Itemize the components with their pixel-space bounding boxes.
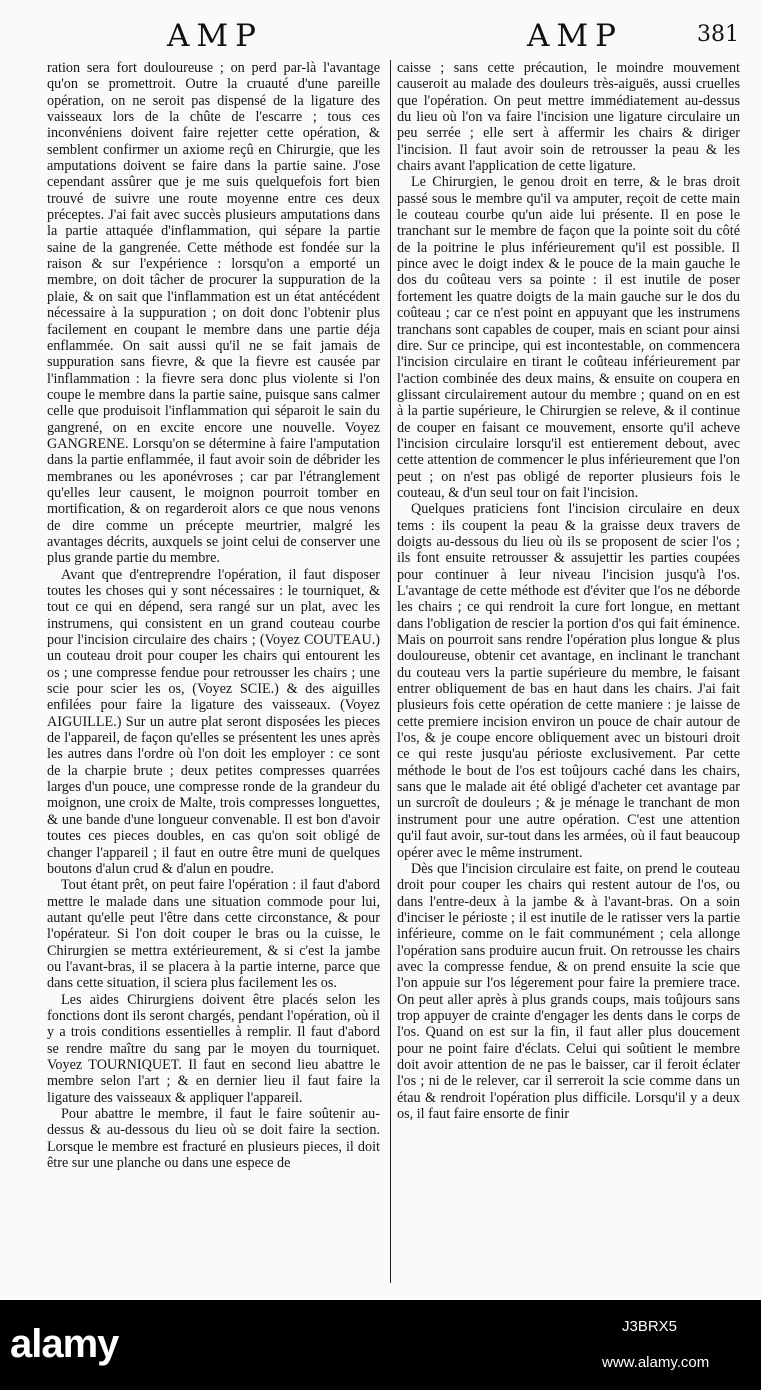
paragraph: Les aides Chirurgiens doivent être placés selon les fonctions dont ils seront chargés, pendant l'opération, où il y a trois conditions essentielles à remplir. Il faut d'abord se rendre maître du sang par le moyen du tourniquet. Voyez TOURNIQUET. Il faut en second lieu abattre le membre selon l'art ; & en dernier lieu il faut faire la ligature des vaisseaux & appliquer l'appareil. [47, 991, 380, 1106]
left-column [47, 60, 380, 1285]
paragraph: ration sera fort douloureuse ; on perd par-là l'avantage qu'on se promettroit. Outre la cruauté d'une pareille opération, on ne seroit pas dispensé de la ligature des vaisseaux lors de la chûte de l'escarre ; tous ces inconvéniens doivent faire rejetter cette opération, & semblent confirmer un axiome reçû en Chirurgie, que les amputations doivent se faire dans la partie saine. J'ose cependant assûrer que je me suis quelquefois fort bien trouvé de suivre une route moyenne entre ces deux préceptes. J'ai fait avec succès plusieurs amputations dans la partie attaquée d'inflammation, qui sépare la partie saine de la gangrenée. Cette méthode est fondée sur la raison & sur l'expérience : lorsqu'on a emporté un membre, on doit tâcher de procurer la suppuration de la plaie, & on sait que l'inflammation est un état antécédent nécessaire à la suppuration ; on doit donc l'obtenir plus facilement en coupant le membre dans une partie déja enflammée. On sait aussi qu'il ne se fait jamais de suppuration sans fievre, & que la fievre est causée par l'inflammation : la fievre sera donc plus violente si l'on coupe le membre dans la partie saine, puisque sans calmer celle que produisoit l'inflammation qui séparoit le sain du gangrené, on en excite encore une nouvelle. Voyez GANGRENE. Lorsqu'on se détermine à faire l'amputation dans la partie enflammée, il faut avoir soin de débrider les membranes ou les aponévroses ; car par l'étranglement qu'elles leur causent, le moignon pourroit tomber en mortification, & on regarderoit alors ce que nous venons de dire comme un précepte meurtrier, malgré les avantages décrits, auxquels se joint celui de conserver une plus grande partie du membre. [47, 60, 380, 567]
image-id: J3BRX5 [622, 1318, 678, 1335]
running-head-left: AMP [167, 18, 263, 54]
paragraph: caisse ; sans cette précaution, le moindre mouvement causeroit au malade des douleurs très-aiguës, aussi cruelles que l'opération. On peut mettre immédiatement au-dessus du lieu où l'on va faire l'incision une ligature circulaire un peu serrée ; elle sert à affermir les chairs & diriger l'incision. Il faut avoir soin de retrousser la peau & les chairs avant l'application de cette ligature. [397, 60, 740, 175]
alamy-logo: alamy [10, 1322, 119, 1366]
watermark-url: www.alamy.com [602, 1354, 710, 1371]
paragraph: Pour abattre le membre, il faut le faire soûtenir au-dessus & au-dessous du lieu où se doit faire la section. Lorsque le membre est fracturé en plusieurs pieces, il doit être sur une planche ou dans une espece de [47, 1106, 380, 1172]
paragraph: Avant que d'entreprendre l'opération, il faut disposer toutes les choses qui y sont nécessaires : le tourniquet, & tout ce qui en dépend, sera rangé sur un plat, avec les instrumens, qui consistent en un grand couteau courbe pour l'incision circulaire des chairs ; (Voyez COUTEAU.) un couteau droit pour couper les chairs qui entourent les os ; une compresse fendue pour retrousser les chairs ; une scie pour scier les os, (Voyez SCIE.) & des aiguilles enfilées pour faire la ligature des vaisseaux. (Voyez AIGUILLE.) Sur un autre plat seront disposées les pieces de l'appareil, de façon qu'elles se présentent les unes après les autres dans l'ordre où l'on doit les employer : ce sont de la charpie brute ; deux petites compresses quarrées larges d'un pouce, une compresse ronde de la grandeur du moignon, une croix de Malte, trois compresses longuettes, & une bande d'une longueur convenable. Il est bon d'avoir toutes ces pieces doubles, en cas qu'on soit obligé de changer l'appareil ; il faut en outre être muni de quelques boutons d'alun crud & d'alun en poudre. [47, 566, 380, 877]
column-divider [390, 60, 391, 1283]
paragraph: Quelques praticiens font l'incision circulaire en deux tems : ils coupent la peau & la graisse deux travers de doigts au-dessous du lieu où ils se proposent de scier l'os ; ils font ensuite retrousser & assujettir les parties coupées pour continuer à leur niveau l'incision jusqu'à l'os. L'avantage de cette méthode est d'éviter que l'os ne déborde les chairs ; ce qui rendroit la cure fort longue, en mettant dans l'obligation de rescier la portion d'os qui fait éminence. Mais on pourroit sans rendre l'opération plus longue & plus douloureuse, obtenir cet avantage, en inclinant le tranchant du couteau vers la partie supérieure du membre, le faisant entrer obliquement de bas en haut dans les chairs. J'ai fait plusieurs fois cette opération de cette maniere : je laisse de cette premiere incision environ un pouce de chair autour de l'os, & je coupe encore obliquement avec un bistouri droit ce qui reste jusqu'au périoste exclusivement. Par cette méthode le bout de l'os est toûjours caché dans les chairs, sans que le malade ait été obligé d'acheter cet avantage par un surcroît de douleurs ; & je ménage le tranchant de mon instrument pour une autre opération. C'est une attention qu'il faut avoir, sur-tout dans les armées, où il faut beaucoup opérer avec le même instrument. [397, 501, 740, 861]
paragraph: Tout étant prêt, on peut faire l'opération : il faut d'abord mettre le malade dans une situation commode pour lui, autant qu'elle peut l'être dans cette circonstance, & pour l'opérateur. Si l'on doit couper le bras ou la cuisse, le Chirurgien se mettra extérieurement, & si c'est la jambe ou l'avant-bras, il se placera à la partie interne, parce que dans cette situation, il sciera plus facilement les os. [47, 877, 380, 992]
page-number: 381 [697, 22, 739, 47]
running-head-right: AMP [527, 18, 623, 54]
right-column [397, 60, 740, 1285]
paragraph: Le Chirurgien, le genou droit en terre, & le bras droit passé sous le membre qu'il va amputer, reçoit de cette main le couteau courbe qu'un aide lui présente. Il en pose le tranchant sur le membre de façon que la pointe soit du côté de la poitrine le plus inférieurement qu'il est possible. Il pince avec le doigt index & le pouce de la main gauche le dos du coûteau vers sa pointe : il est inutile de poser fortement les quatre doigts de la main gauche sur le dos du coûteau ; car ce n'est point en appuyant que les instrumens tranchans sont capables de couper, mais en sciant pour ainsi dire. Sur ce principe, qui est incontestable, on commencera l'incision circulaire en tirant le coûteau inférieurement par l'action combinée des deux mains, & ensuite on coupera en glissant circulairement autour du membre ; quand on en est à la partie supérieure, le Chirurgien se releve, & il continue de couper en faisant ce mouvement, ensorte qu'il acheve l'incision circulaire lorsqu'il est entierement debout, avec cette attention de commencer le plus inférieurement que l'on peut ; on n'est pas obligé de reporter plusieurs fois le couteau, & d'un seul tour on fait l'incision. [397, 174, 740, 501]
paragraph: Dès que l'incision circulaire est faite, on prend le couteau droit pour couper les chairs qui restent autour de l'os, ou dans l'entre-deux à la jambe & à l'avant-bras. On a soin d'inciser le périoste ; il est inutile de le ratisser vers la partie inférieure, comme on le fait communément ; cela allonge l'opération sans produire aucun fruit. On retrousse les chairs avec la compresse fendue, & on prend ensuite la scie que l'on appuie sur l'os légerement pour faire la premiere trace. On peut aller après à plus grands coups, mais toûjours sans trop appuyer de crainte d'engager les dents dans le corps de l'os. Quand on est sur la fin, il faut aller plus doucement pour ne point faire d'éclats. Celui qui soûtient le membre doit avoir attention de ne pas le baisser, car il feroit éclater l'os ; ni de le relever, car il serreroit la scie comme dans un étau & rendroit l'opération plus difficile. Lorsqu'il y a deux os, il faut faire ensorte de finir [397, 860, 740, 1122]
